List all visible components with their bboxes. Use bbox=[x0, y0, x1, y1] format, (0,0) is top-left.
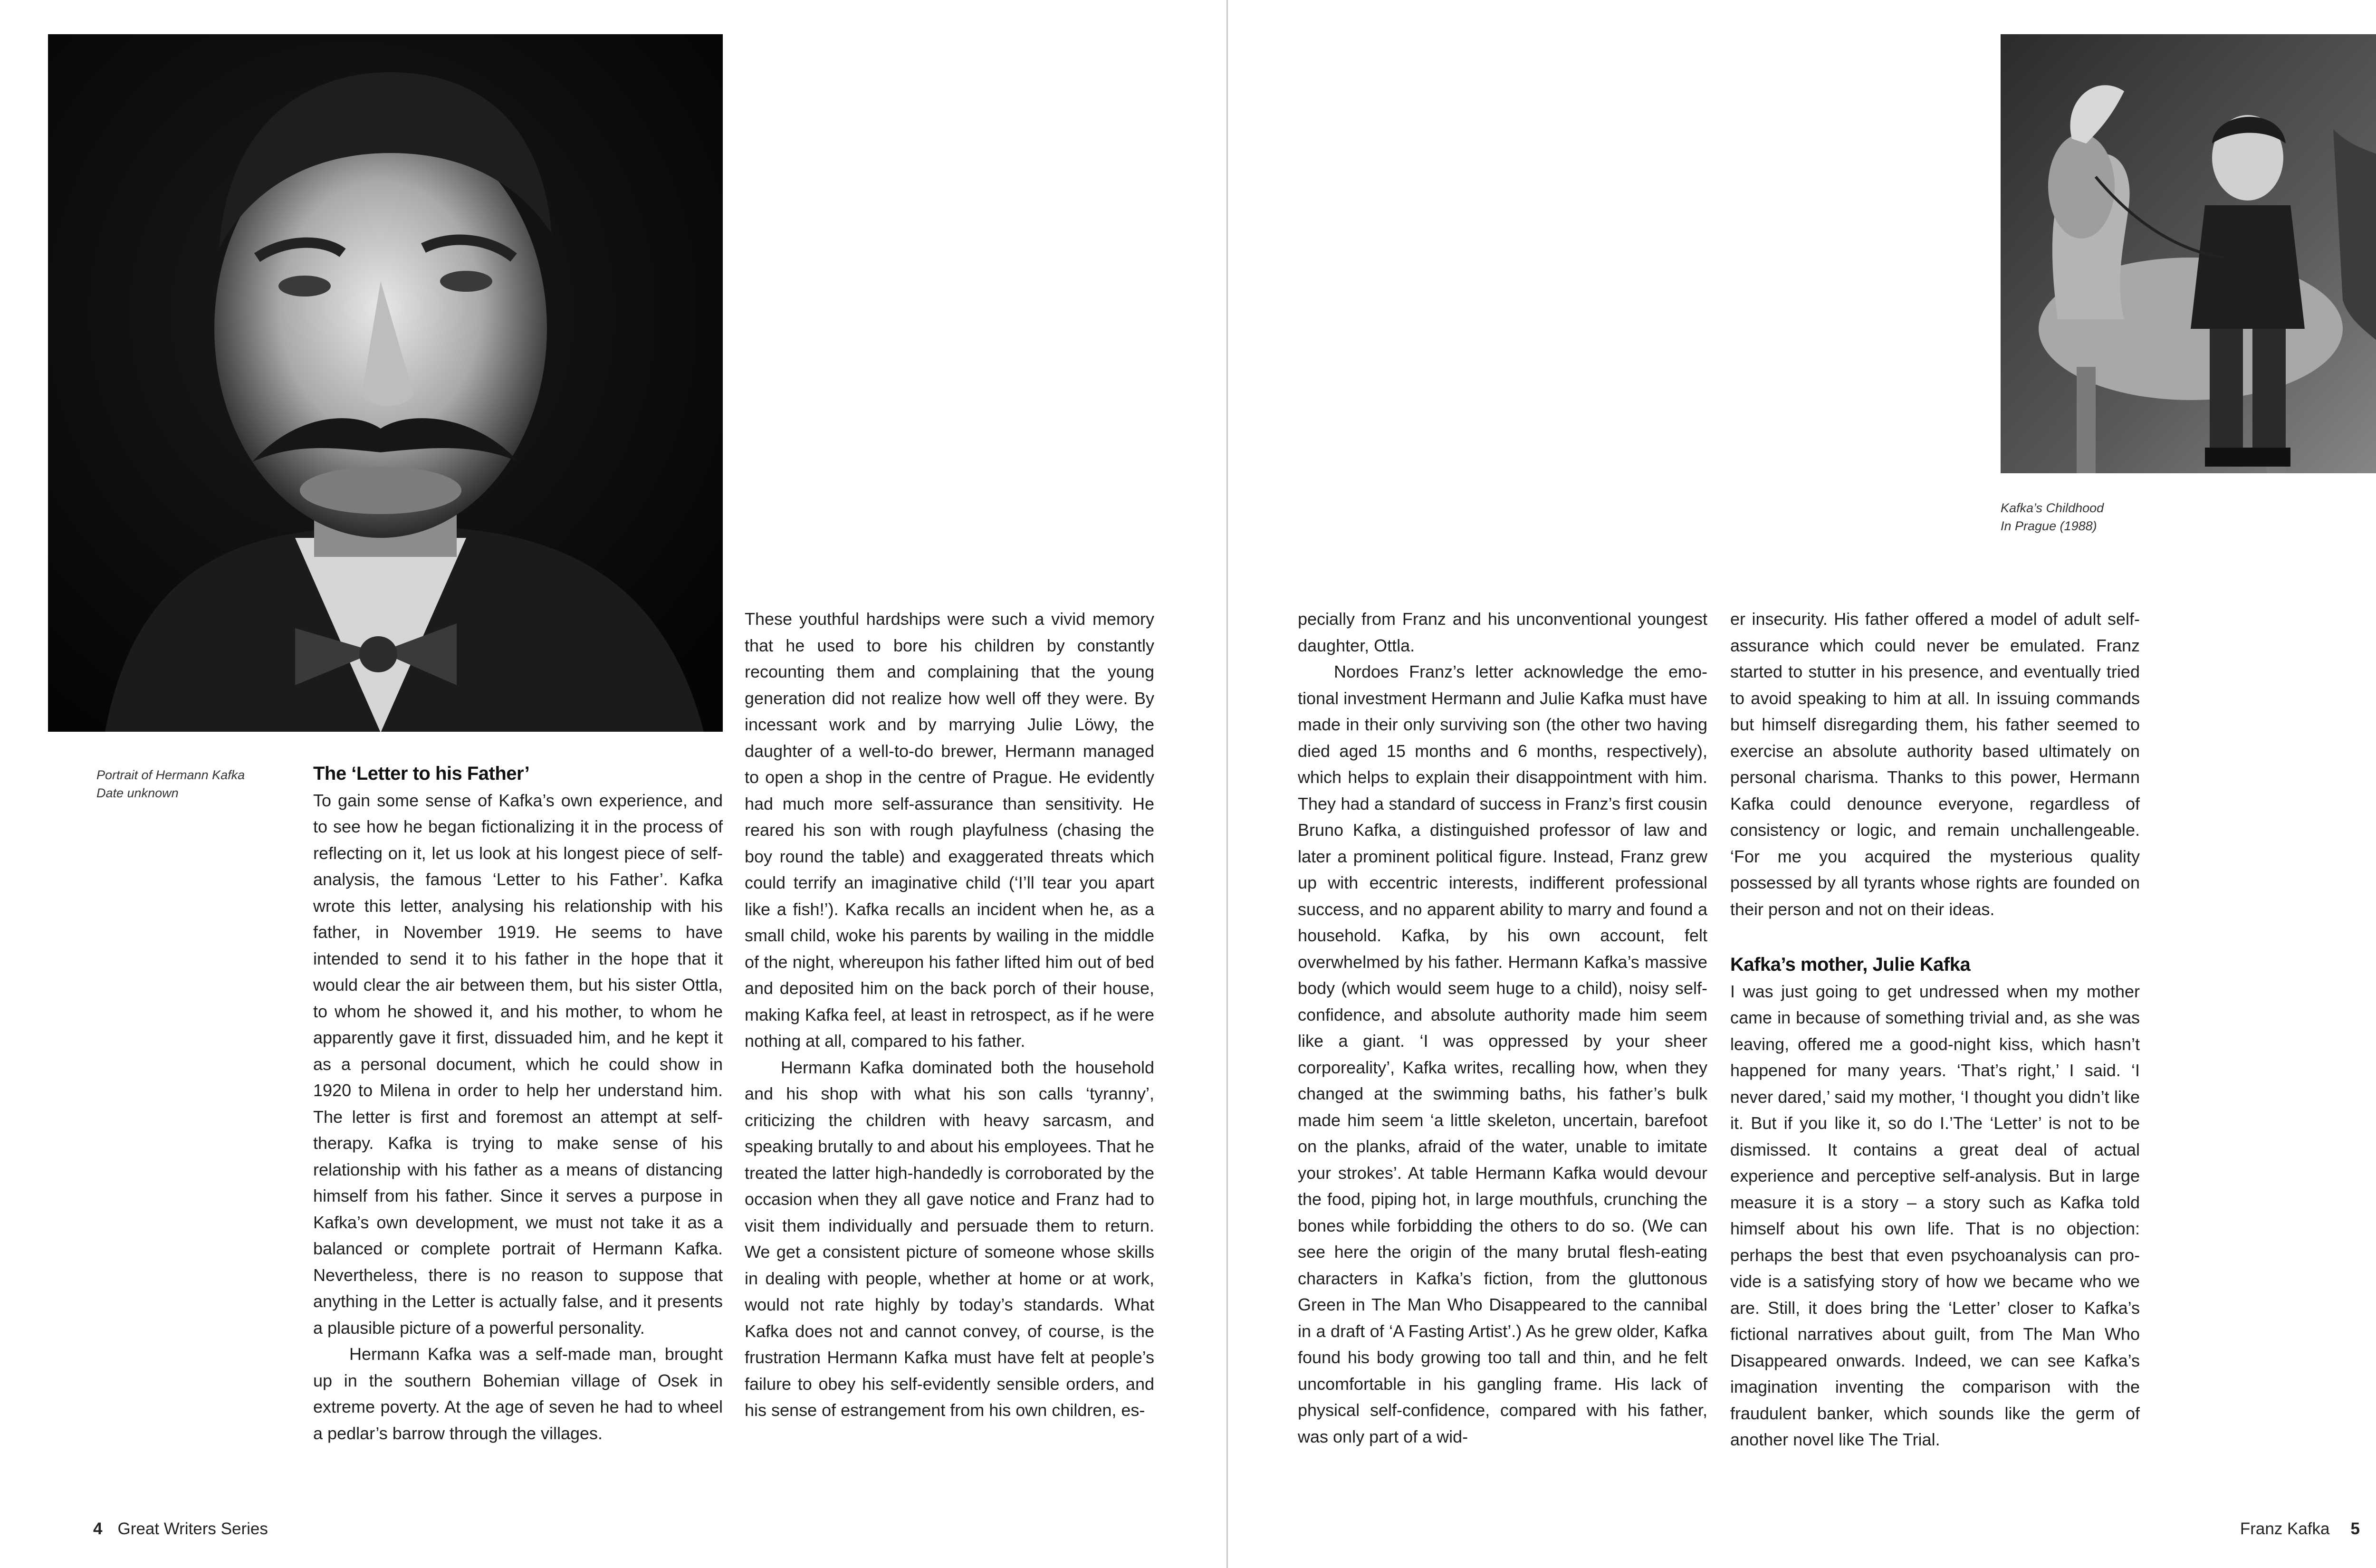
book-title: Franz Kafka bbox=[2240, 1520, 2330, 1538]
left-page-footer bbox=[93, 1517, 268, 1541]
paragraph: I was just going to get undressed when my mother came in because of something trivial and, as she was leaving, offered me a good-night kiss, which hasn’t happened for many years. ‘That’s right,’ I said. ‘I never dared,’ said my mother, ‘I thought you didn’t like it. But if you like it, so do I.’The ‘Letter’ is not to be dismissed. It contains a great deal of actual experience and perceptive self-analysis. But in large measure it is a story – a story such as Kafka told himself about his own life. That is no objection: perhaps the best that even psychoanalysis can provide is a satisfying story of how we became who we are. Still, it does bring the ‘Letter’ closer to Kafka’s fictional narratives about guilt, from The Man Who Disappeared onwards. Indeed, we can see Kafka’s imagination inventing the comparison with the fraudulent banker, which sounds like the germ of another novel like The Trial. bbox=[1730, 981, 2140, 1449]
section-heading-kafkas-mother: Kafka’s mother, Julie Kafka bbox=[1730, 954, 1971, 975]
paragraph: Hermann Kafka was a self-made man, brought up in the southern Bohemian village of Osek in extreme poverty. At the age of seven he had to wheel a pedlar’s barrow through the villages. bbox=[313, 1344, 723, 1443]
text-column-2 bbox=[745, 606, 1154, 1424]
paragraph: pecially from Franz and his unconventional youngest daughter, Ottla. bbox=[1298, 609, 1707, 655]
page-number: 4 bbox=[93, 1520, 103, 1538]
childhood-image bbox=[2001, 34, 2376, 473]
portrait-caption: Portrait of Hermann Kafka Date unknown bbox=[96, 768, 245, 800]
paragraph: To gain some sense of Kafka’s own experience, and to see how he began fictionalizing it in the process of reflecting on it, let us look at his longest piece of self-analysis, the famous ‘Letter to his Father’. Kafka wrote this letter, analysing his relationship with his father, in November 1919. He seems to have intended to send it to his father in the hope that it would clear the air between them, but his sister Ottla, to whom he showed it, and his mother, to whom he apparently gave it first, dissuaded him, and he kept it as a personal document, which he could show in 1920 to Milena in order to help her understand him. The letter is first and foremost an attempt at self-therapy. Kafka is trying to make sense of his relationship with his father as a means of distancing himself from his father. Since it serves a purpose in Kafka’s own development, we must not take it as a balanced or complete portrait of Hermann Kafka. Nevertheless, there is no reason to suppose that anything in the Letter is actually false, and it presents a plausible picture of a powerful personality. bbox=[313, 790, 723, 1338]
paragraph: Nordoes Franz’s letter acknowledge the emotional investment Hermann and Julie Kafka must have made in their only surviving son (the other two having died aged 15 months and 6 months, respectively), which helps to explain their disappointment with him. They had a standard of success in Franz’s first cousin Bruno Kafka, a distinguished professor of law and later a prominent political figure. Instead, Franz grew up with eccentric interests, indifferent professional success, and no apparent ability to marry and found a household. Kafka, by his own account, felt overwhelmed by his father. Hermann Kafka’s massive body (which would seem huge to a child), noisy self-confidence, and absolute authority made him seem like a giant. ‘I was oppressed by your sheer corporeality’, Kafka writes, recalling how, when they changed at the swimming baths, his father’s bulk made him seem ‘a little skeleton, uncertain, barefoot on the planks, afraid of the water, unable to imitate your strokes’. At table Hermann Kafka would devour the food, piping hot, in large mouthfuls, crunching the bones while forbidding the others to do so. (We can see here the origin of the many brutal flesh-eating characters in Kafka’s fiction, from the gluttonous Green in The Man Who Disappeared to the cannibal in a draft of ‘A Fasting Artist’.) As he grew older, Kafka found his body growing too tall and thin, and he felt uncomfortable in his gangling frame. His lack of physical self-confidence, compared with his father, was only part of a wid- bbox=[1298, 662, 1707, 1446]
series-title: Great Writers Series bbox=[117, 1520, 268, 1538]
page-gutter-divider bbox=[1226, 0, 1228, 1568]
page-number: 5 bbox=[2350, 1520, 2360, 1538]
right-page-footer bbox=[2240, 1517, 2360, 1541]
hermann-kafka-portrait-photo bbox=[48, 34, 723, 732]
text-column-1 bbox=[313, 761, 723, 1446]
paragraph: These youthful hardships were such a vivid memory that he used to bore his children by constantly recounting them and complaining that the young generation did not realize how well off they were. By incessant work and by marrying Julie Löwy, the daughter of a well-to-do brewer, Hermann managed to open a shop in the centre of Prague. He evidently had much more self-assurance than sensitivity. He reared his son with rough playfulness (chasing the boy round the table) and exaggerated threats which could terrify an imaginative child (‘I’ll tear you apart like a fish!’). Kafka recalls an incident when he, as a small child, woke his parents by wailing in the middle of the night, whereupon his father lifted him out of bed and deposited him on the back porch of their house, making Kafka feel, at least in retrospect, as if he were nothing at all, compared to his father. bbox=[745, 609, 1154, 1051]
paragraph: Hermann Kafka dominated both the household and his shop with what his son calls ‘tyranny’, criticizing the children with heavy sarcasm, and speaking brutally to and about his employees. That he treated the latter high-handedly is corroborated by the occasion when they all gave notice and Franz had to visit them individually and persuade them to return. We get a consistent picture of someone whose skills in dealing with people, whether at home or at work, would not rate highly by today’s standards. What Kafka does not and cannot convey, of course, is the frustration Hermann Kafka must have felt at people’s failure to obey his self-evidently sensible orders, and his sense of estrangement from his own children, es- bbox=[745, 1057, 1154, 1420]
kafka-childhood-photo bbox=[2001, 34, 2376, 473]
text-column-3 bbox=[1298, 606, 1707, 1450]
portrait-image bbox=[48, 34, 723, 732]
section-heading-letter-to-father: The ‘Letter to his Father’ bbox=[313, 763, 530, 784]
paragraph: er insecurity. His father offered a model of adult self-assurance which could never be emulated. Franz started to stutter in his presence, and eventually tried to avoid speaking to him at all. In issuing commands but himself disregarding them, his father seemed to exercise an absolute authority based ultimately on personal charisma. Thanks to this power, Hermann Kafka could denounce everyone, regardless of consistency or logic, and remain unchallengeable. ‘For me you acquired the mysterious quality possessed by all tyrants whose rights are founded on their person and not on their ideas. bbox=[1730, 609, 2140, 919]
childhood-caption: Kafka’s Childhood In Prague (1988) bbox=[2001, 501, 2104, 533]
text-column-4 bbox=[1730, 606, 2140, 1453]
